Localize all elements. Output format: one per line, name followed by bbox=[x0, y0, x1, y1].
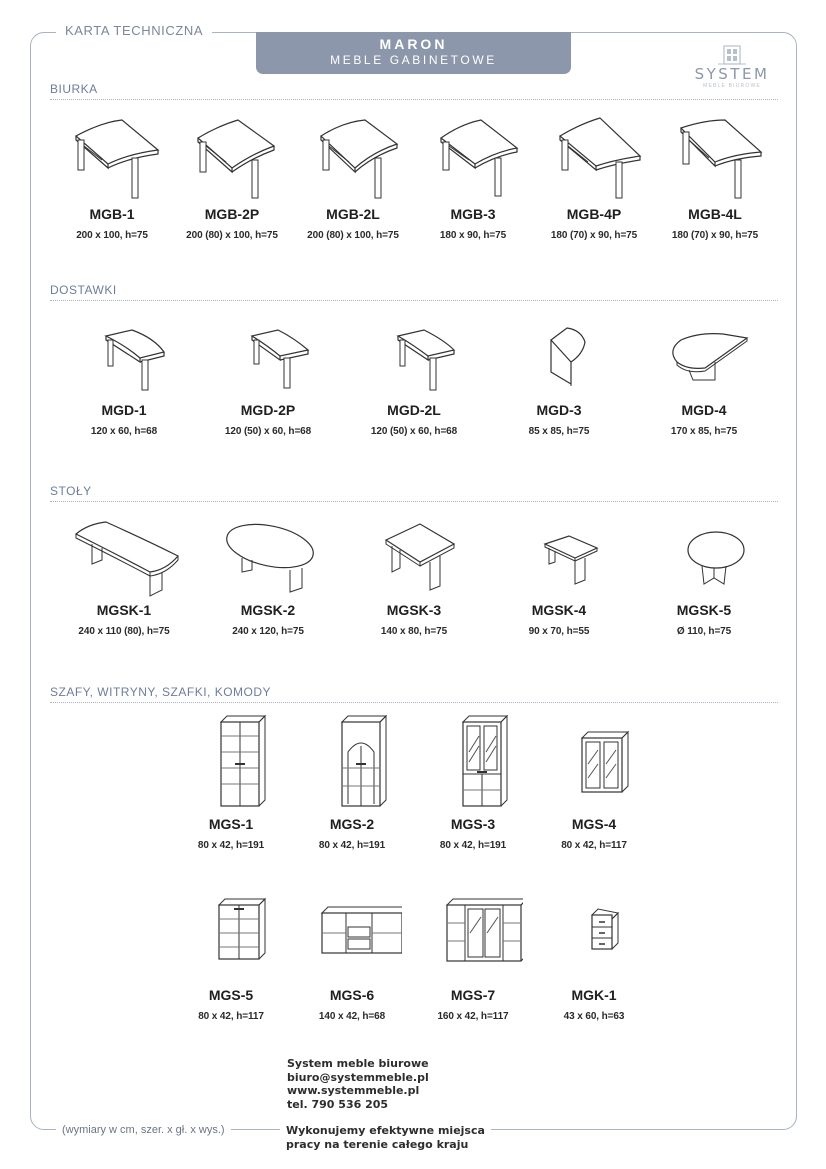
sheet-label: KARTA TECHNICZNA bbox=[56, 23, 212, 38]
table-drawing bbox=[654, 514, 754, 598]
product-code: MGSK-5 bbox=[676, 602, 732, 618]
contact-email: biuro@systemmeble.pl bbox=[287, 1070, 429, 1084]
product-code: MGSK-2 bbox=[240, 602, 296, 618]
product-code: MGS-7 bbox=[450, 987, 496, 1003]
product-dims: 80 x 42, h=191 bbox=[197, 840, 265, 851]
desk-drawing bbox=[544, 116, 644, 202]
product-card bbox=[352, 322, 476, 437]
sideboard-drawing bbox=[302, 893, 402, 965]
product-code: MGD-4 bbox=[681, 402, 727, 418]
product-card bbox=[532, 712, 656, 851]
desk-drawing bbox=[62, 116, 162, 202]
table-drawing bbox=[66, 514, 182, 598]
product-dims: 180 (70) x 90, h=75 bbox=[550, 230, 638, 241]
product-card bbox=[206, 322, 330, 437]
product-card bbox=[62, 322, 186, 437]
product-card bbox=[411, 893, 535, 1022]
product-card bbox=[169, 712, 293, 851]
logo-subtext: MEBLE BIUROWE bbox=[703, 83, 761, 89]
product-code: MGSK-4 bbox=[531, 602, 587, 618]
product-code: MGS-6 bbox=[329, 987, 375, 1003]
product-code: MGB-4P bbox=[566, 206, 622, 222]
product-dims: 140 x 42, h=68 bbox=[318, 1011, 386, 1022]
product-code: MGSK-3 bbox=[386, 602, 442, 618]
product-card bbox=[653, 116, 777, 241]
product-code: MGB-2P bbox=[204, 206, 260, 222]
desk-drawing bbox=[423, 116, 523, 202]
product-card bbox=[50, 116, 174, 241]
product-code: MGD-1 bbox=[101, 402, 147, 418]
product-dims: 180 (70) x 90, h=75 bbox=[671, 230, 759, 241]
logo-text: SYSTEM bbox=[694, 65, 770, 83]
brand-banner bbox=[256, 32, 571, 74]
product-code: MGB-1 bbox=[89, 206, 135, 222]
logo-building-icon bbox=[682, 44, 782, 66]
product-card bbox=[497, 322, 621, 437]
product-dims: 80 x 42, h=191 bbox=[439, 840, 507, 851]
product-dims: 240 x 120, h=75 bbox=[232, 626, 304, 637]
product-dims: 140 x 80, h=75 bbox=[380, 626, 448, 637]
desk-extension-drawing bbox=[218, 322, 318, 398]
product-dims: 80 x 42, h=191 bbox=[318, 840, 386, 851]
product-card bbox=[411, 712, 535, 851]
section-title-stoly: STOŁY bbox=[50, 484, 778, 502]
product-dims: 200 x 100, h=75 bbox=[76, 230, 148, 241]
product-card bbox=[642, 514, 766, 637]
product-card bbox=[291, 116, 415, 241]
dimensions-note: (wymiary w cm, szer. x gł. x wys.) bbox=[56, 1124, 231, 1136]
desk-drawing bbox=[665, 116, 765, 202]
product-code: MGS-2 bbox=[329, 816, 375, 832]
product-card bbox=[532, 116, 656, 241]
product-code: MGS-3 bbox=[450, 816, 496, 832]
contact-block bbox=[287, 1057, 429, 1111]
table-drawing bbox=[364, 514, 464, 598]
product-card bbox=[169, 893, 293, 1022]
drawer-unit-drawing bbox=[544, 893, 644, 965]
product-dims: 160 x 42, h=117 bbox=[437, 1011, 509, 1022]
product-card bbox=[170, 116, 294, 241]
product-dims: 43 x 60, h=63 bbox=[563, 1011, 625, 1022]
product-dims: 90 x 70, h=55 bbox=[528, 626, 590, 637]
slogan-line-1: Wykonujemy efektywne miejsca bbox=[286, 1124, 485, 1137]
product-card bbox=[206, 514, 330, 637]
cabinet-drawing bbox=[423, 893, 523, 965]
product-code: MGS-5 bbox=[208, 987, 254, 1003]
product-code: MGB-4L bbox=[688, 206, 742, 222]
product-card bbox=[411, 116, 535, 241]
footer-slogan bbox=[280, 1124, 491, 1152]
table-drawing bbox=[218, 514, 318, 598]
desk-extension-drawing bbox=[649, 322, 759, 398]
product-dims: Ø 110, h=75 bbox=[676, 626, 732, 637]
cabinet-drawing bbox=[423, 712, 523, 812]
product-card bbox=[62, 514, 186, 637]
product-dims: 200 (80) x 100, h=75 bbox=[186, 230, 278, 241]
desk-drawing bbox=[182, 116, 282, 202]
brand-title: MARON bbox=[379, 36, 448, 52]
product-code: MGK-1 bbox=[571, 987, 617, 1003]
product-code: MGS-4 bbox=[571, 816, 617, 832]
product-card bbox=[290, 893, 414, 1022]
desk-drawing bbox=[303, 116, 403, 202]
product-card bbox=[532, 893, 656, 1022]
product-dims: 120 (50) x 60, h=68 bbox=[224, 426, 312, 437]
product-dims: 80 x 42, h=117 bbox=[198, 1011, 264, 1022]
table-drawing bbox=[509, 514, 609, 598]
product-dims: 200 (80) x 100, h=75 bbox=[307, 230, 399, 241]
product-card bbox=[642, 322, 766, 437]
product-code: MGB-2L bbox=[326, 206, 380, 222]
cabinet-drawing bbox=[181, 893, 281, 965]
cabinet-drawing bbox=[181, 712, 281, 812]
desk-extension-drawing bbox=[74, 322, 174, 398]
product-card bbox=[290, 712, 414, 851]
product-dims: 180 x 90, h=75 bbox=[439, 230, 507, 241]
product-code: MGSK-1 bbox=[96, 602, 152, 618]
product-code: MGB-3 bbox=[450, 206, 496, 222]
cabinet-drawing bbox=[544, 712, 644, 812]
product-dims: 120 (50) x 60, h=68 bbox=[370, 426, 458, 437]
contact-phone: tel. 790 536 205 bbox=[287, 1097, 389, 1111]
product-dims: 80 x 42, h=117 bbox=[561, 840, 627, 851]
desk-extension-drawing bbox=[364, 322, 464, 398]
product-dims: 120 x 60, h=68 bbox=[90, 426, 158, 437]
desk-extension-drawing bbox=[509, 322, 609, 398]
slogan-line-2: pracy na terenie całego kraju bbox=[286, 1138, 469, 1151]
product-code: MGD-3 bbox=[536, 402, 582, 418]
cabinet-drawing bbox=[302, 712, 402, 812]
product-dims: 170 x 85, h=75 bbox=[670, 426, 738, 437]
contact-website: www.systemmeble.pl bbox=[287, 1084, 420, 1097]
product-code: MGD-2L bbox=[387, 402, 441, 418]
brand-subtitle: MEBLE GABINETOWE bbox=[330, 53, 497, 67]
section-title-biurka: BIURKA bbox=[50, 82, 778, 100]
section-title-dostawki: DOSTAWKI bbox=[50, 283, 778, 301]
product-code: MGS-1 bbox=[208, 816, 254, 832]
product-dims: 240 x 110 (80), h=75 bbox=[78, 626, 170, 637]
product-code: MGD-2P bbox=[240, 402, 296, 418]
section-title-szafy: SZAFY, WITRYNY, SZAFKI, KOMODY bbox=[50, 685, 778, 703]
company-name: System meble biurowe bbox=[287, 1057, 429, 1070]
product-card bbox=[352, 514, 476, 637]
product-dims: 85 x 85, h=75 bbox=[528, 426, 590, 437]
product-card bbox=[497, 514, 621, 637]
